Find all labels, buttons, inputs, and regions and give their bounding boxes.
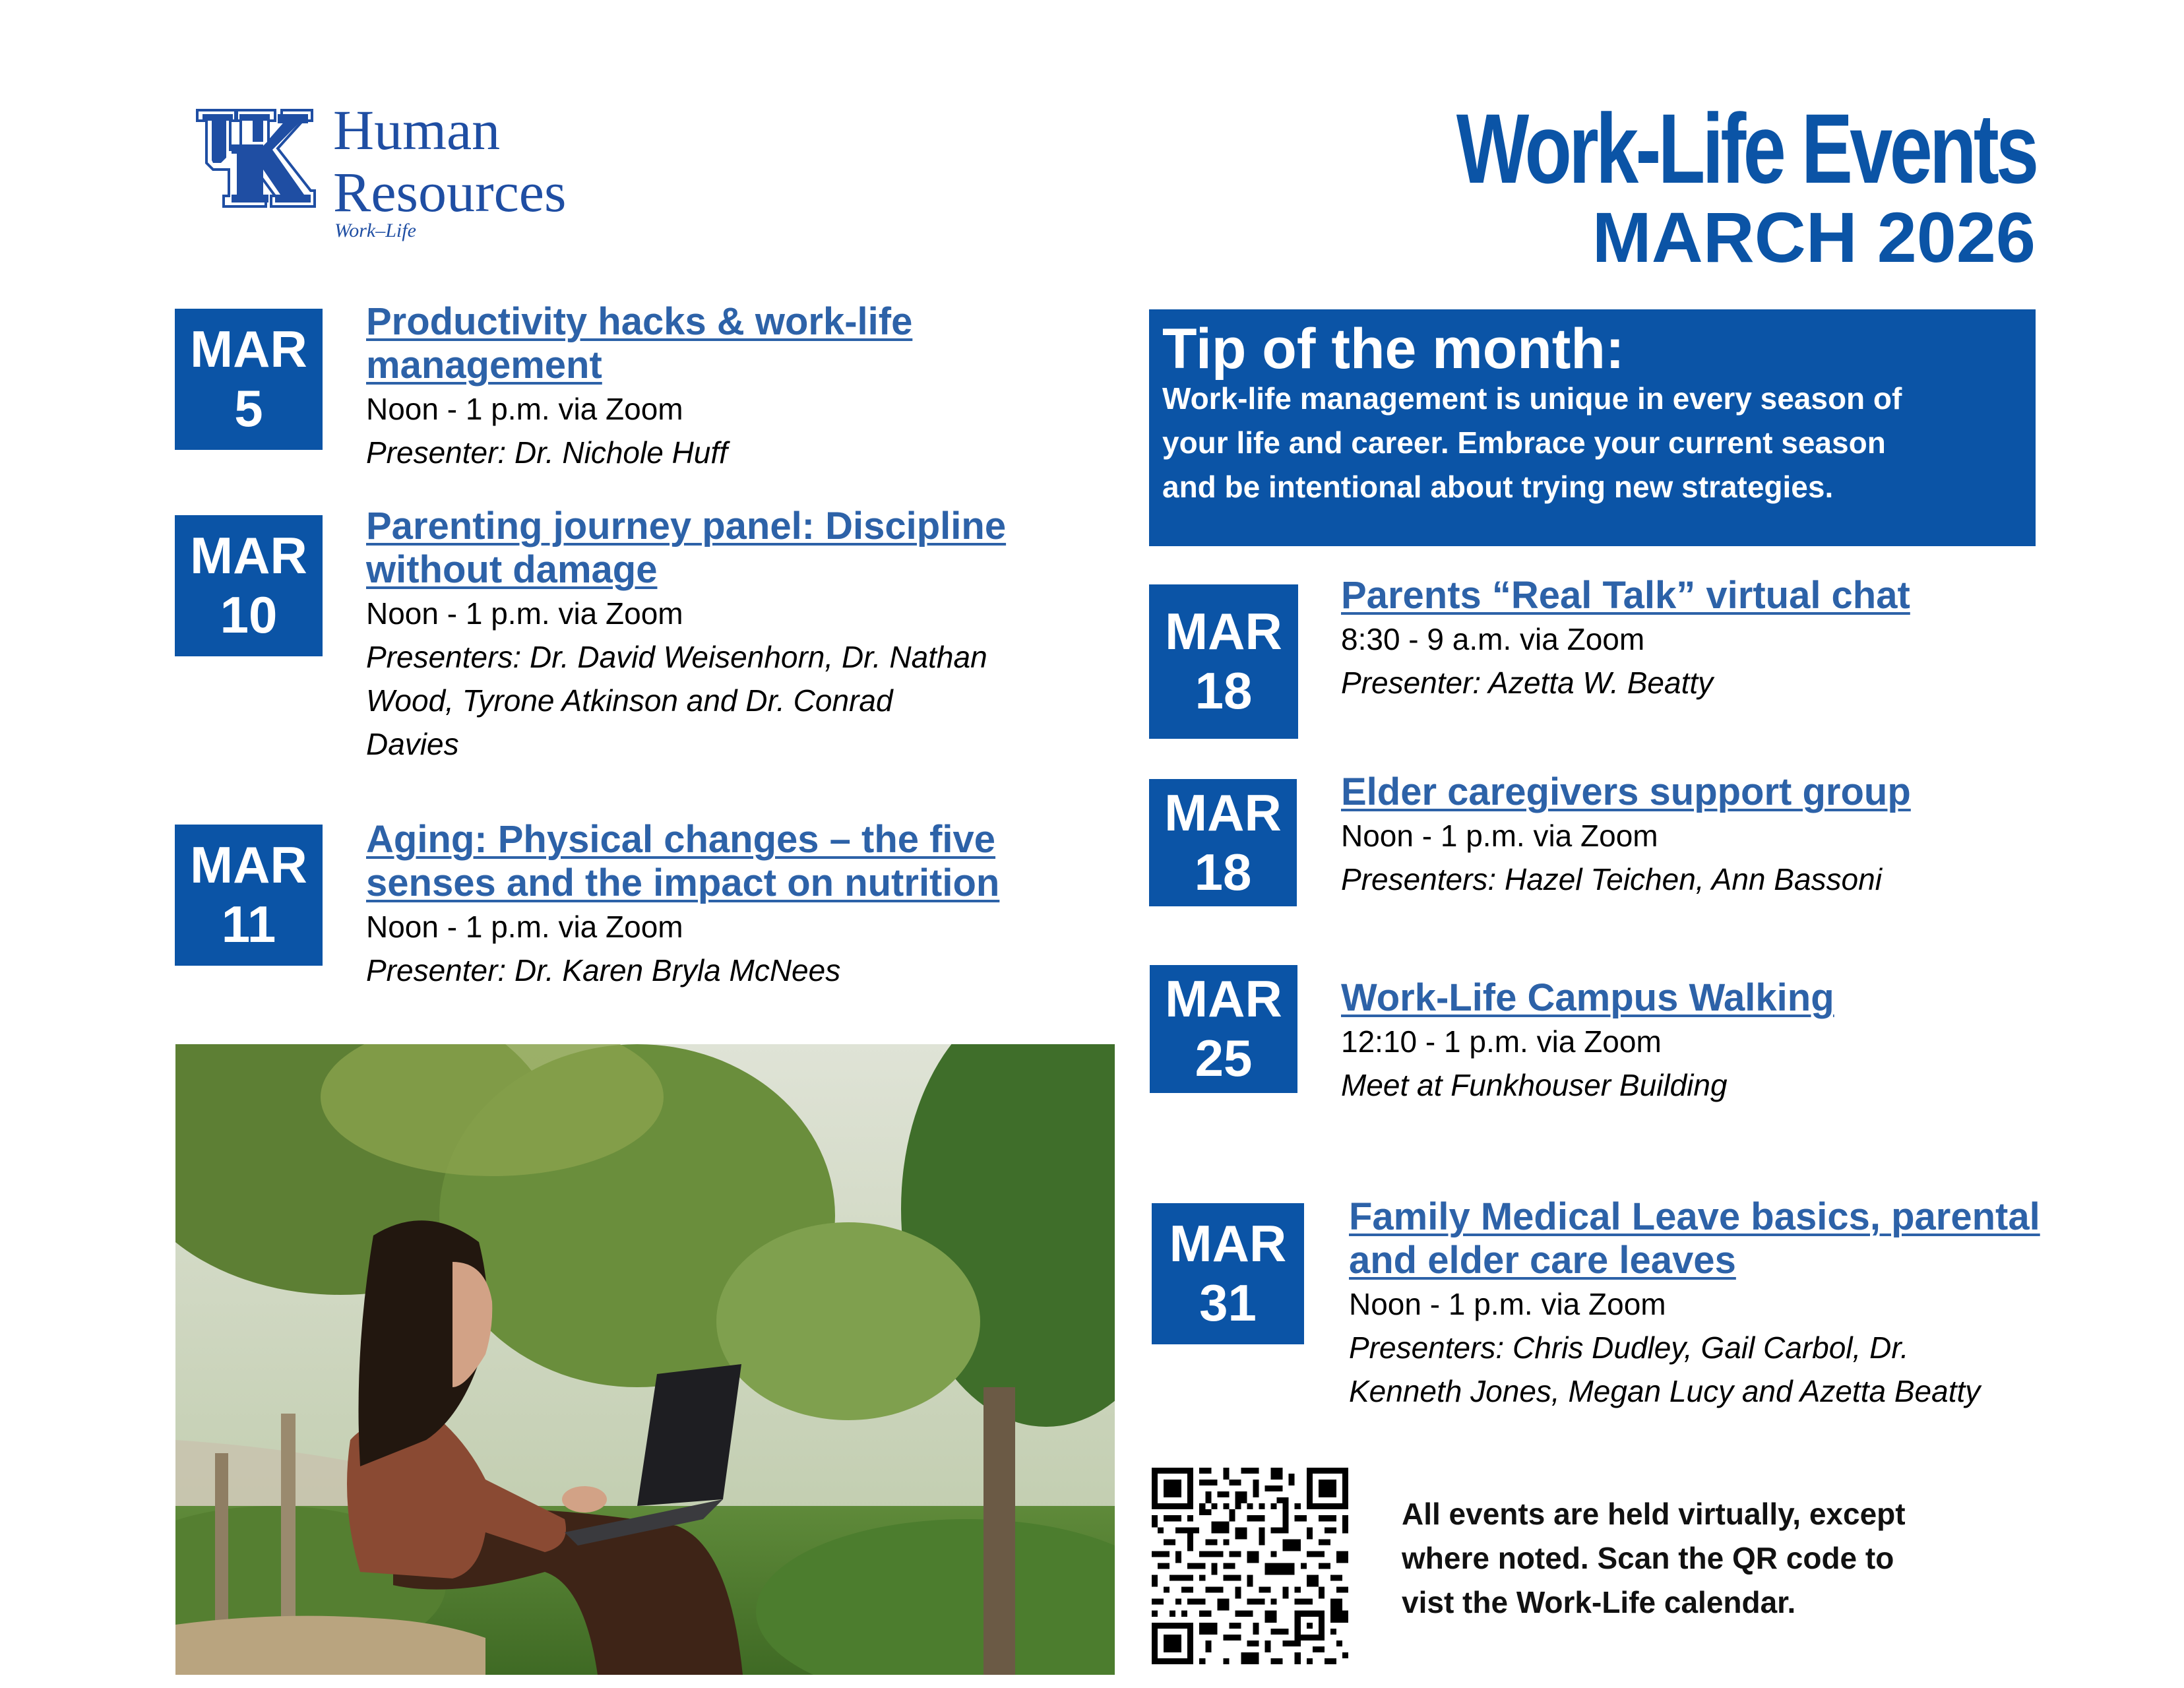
date-badge-mar-18-b	[1149, 779, 1297, 906]
tip-heading: Tip of the month:	[1162, 317, 1625, 381]
event-time: 8:30 - 9 a.m. via Zoom	[1341, 622, 1645, 656]
event-time: Noon - 1 p.m. via Zoom	[1349, 1287, 1666, 1321]
event-time: Noon - 1 p.m. via Zoom	[366, 392, 683, 426]
event-item	[1341, 574, 2100, 704]
date-day: 25	[1195, 1029, 1253, 1087]
date-month: MAR	[190, 526, 307, 584]
date-day: 18	[1194, 842, 1252, 901]
event-title-link[interactable]: Aging: Physical changes – the five	[366, 818, 996, 861]
event-title-link[interactable]: Parents “Real Talk” virtual chat	[1341, 574, 1910, 617]
tip-of-the-month	[1149, 309, 2036, 546]
hr-logo-text	[333, 99, 566, 223]
event-location: Meet at Funkhouser Building	[1341, 1068, 1728, 1102]
date-badge-mar-11	[175, 825, 323, 966]
event-presenter: Kenneth Jones, Megan Lucy and Azetta Beatty	[1349, 1374, 1981, 1408]
event-title-link[interactable]: and elder care leaves	[1349, 1239, 1736, 1282]
date-badge-mar-5	[175, 309, 323, 450]
tip-line: and be intentional about trying new strategies.	[1162, 470, 1834, 504]
event-item	[1341, 976, 2100, 1107]
event-presenter: Presenters: Dr. David Weisenhorn, Dr. Nathan	[366, 640, 987, 674]
date-badge-mar-31	[1152, 1203, 1304, 1344]
event-time: Noon - 1 p.m. via Zoom	[366, 910, 683, 944]
event-presenter: Presenter: Dr. Karen Bryla McNees	[366, 953, 841, 987]
event-time: Noon - 1 p.m. via Zoom	[1341, 819, 1658, 853]
event-presenter: Presenters: Hazel Teichen, Ann Bassoni	[1341, 862, 1882, 896]
event-presenter: Wood, Tyrone Atkinson and Dr. Conrad	[366, 683, 893, 718]
calendar-note	[1402, 1492, 2035, 1625]
event-presenter: Presenters: Chris Dudley, Gail Carbol, Dr.	[1349, 1330, 1909, 1365]
logo-subtitle: Work–Life	[334, 220, 416, 241]
event-time: Noon - 1 p.m. via Zoom	[366, 596, 683, 631]
date-badge-mar-10	[175, 515, 323, 656]
event-item	[1349, 1195, 2140, 1413]
event-title-link[interactable]: senses and the impact on nutrition	[366, 861, 1000, 904]
uk-logo-icon	[195, 108, 317, 208]
event-item	[366, 505, 1125, 766]
event-title-link[interactable]: Family Medical Leave basics, parental	[1349, 1195, 2040, 1238]
tip-line: Work-life management is unique in every season of	[1162, 381, 1902, 416]
event-presenter: Presenter: Azetta W. Beatty	[1341, 666, 1714, 700]
logo-line-1: Human	[333, 98, 501, 162]
qr-code-icon[interactable]	[1152, 1468, 1348, 1664]
date-month: MAR	[190, 836, 307, 894]
page-subtitle: MARCH 2026	[1592, 197, 2036, 277]
note-line: vist the Work-Life calendar.	[1402, 1585, 1796, 1619]
tip-line: your life and career. Embrace your current season	[1162, 425, 1886, 460]
event-title-link[interactable]: Parenting journey panel: Discipline	[366, 505, 1007, 547]
event-title-link[interactable]: Productivity hacks & work-life	[366, 300, 913, 343]
event-presenter: Davies	[366, 727, 459, 761]
date-month: MAR	[1165, 602, 1282, 660]
date-month: MAR	[190, 320, 307, 378]
event-title-link[interactable]: Work-Life Campus Walking	[1341, 976, 1834, 1019]
page-title: Work-Life Events	[1456, 93, 2036, 204]
event-item	[1341, 770, 2100, 901]
date-month: MAR	[1164, 783, 1282, 842]
logo-line-2: Resources	[333, 160, 567, 224]
event-title-link[interactable]: without damage	[366, 548, 658, 591]
date-day: 18	[1195, 662, 1253, 720]
date-day: 31	[1199, 1274, 1257, 1332]
event-time: 12:10 - 1 p.m. via Zoom	[1341, 1024, 1662, 1059]
note-line: All events are held virtually, except	[1402, 1497, 1906, 1531]
woman-with-laptop-photo	[175, 1044, 1115, 1675]
tip-body	[1162, 377, 2022, 509]
note-line: where noted. Scan the QR code to	[1402, 1541, 1894, 1575]
date-month: MAR	[1165, 970, 1282, 1028]
date-badge-mar-25	[1150, 965, 1297, 1093]
date-badge-mar-18	[1149, 584, 1298, 739]
date-day: 5	[234, 379, 263, 437]
event-presenter: Presenter: Dr. Nichole Huff	[366, 435, 728, 470]
event-item	[366, 818, 1125, 992]
event-item	[366, 300, 1125, 474]
date-day: 10	[220, 586, 278, 644]
event-title-link[interactable]: management	[366, 344, 602, 387]
date-month: MAR	[1169, 1214, 1287, 1272]
date-day: 11	[221, 895, 276, 953]
event-title-link[interactable]: Elder caregivers support group	[1341, 770, 1911, 813]
